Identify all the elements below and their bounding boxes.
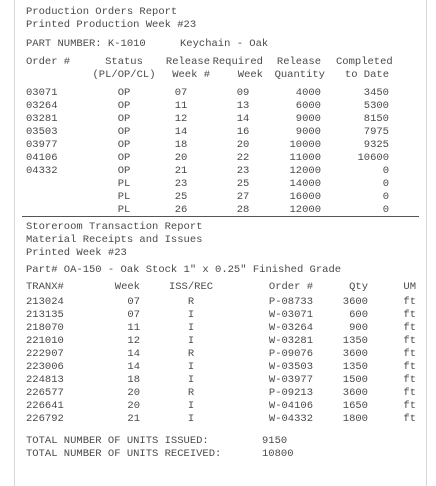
order-number-cell: W-03264: [268, 322, 313, 334]
issue-receipt-cell: I: [187, 400, 195, 412]
order-number-cell: P-08733: [268, 296, 313, 308]
total-received-label: TOTAL NUMBER OF UNITS RECEIVED:: [26, 448, 222, 460]
required-week-cell: 16: [236, 126, 250, 138]
header-status: Status: [105, 56, 143, 68]
storeroom-report-title: Storeroom Transaction Report: [26, 221, 203, 233]
header-week: Week: [114, 281, 140, 293]
unit-of-measure-cell: ft: [403, 387, 416, 399]
unit-of-measure-cell: ft: [403, 348, 416, 360]
status-cell: OP: [117, 139, 131, 151]
status-cell: OP: [117, 100, 131, 112]
quantity-cell: 900: [349, 322, 368, 334]
status-cell: OP: [117, 126, 131, 138]
issue-receipt-cell: I: [187, 374, 195, 386]
transaction-number-cell: 226577: [26, 387, 64, 399]
transaction-number-cell: 222907: [26, 348, 64, 360]
total-issued-label: TOTAL NUMBER OF UNITS ISSUED:: [26, 435, 209, 447]
issue-receipt-cell: I: [187, 361, 195, 373]
release-week-cell: 26: [174, 204, 188, 216]
release-quantity-cell: 12000: [289, 165, 321, 177]
order-number-cell: W-03071: [268, 309, 313, 321]
quantity-cell: 1650: [342, 400, 368, 412]
header-release-qty: Release: [276, 56, 321, 68]
issue-receipt-cell: R: [187, 296, 195, 308]
section-divider: [22, 216, 419, 217]
release-quantity-cell: 16000: [289, 191, 321, 203]
required-week-cell: 22: [236, 152, 250, 164]
storeroom-transaction-row: [0, 296, 436, 309]
unit-of-measure-cell: ft: [403, 335, 416, 347]
release-week-cell: 23: [174, 178, 188, 190]
week-cell: 20: [127, 387, 140, 399]
week-cell: 07: [127, 309, 140, 321]
completed-to-date-cell: 0: [382, 165, 389, 177]
required-week-cell: 13: [236, 100, 250, 112]
release-week-cell: 07: [174, 87, 188, 99]
release-week-cell: 12: [174, 113, 188, 125]
production-report-title: Production Orders Report: [26, 6, 178, 18]
completed-to-date-cell: 7975: [363, 126, 389, 138]
status-cell: OP: [117, 87, 131, 99]
storeroom-report-subtitle: Material Receipts and Issues: [26, 234, 203, 246]
transaction-number-cell: 224813: [26, 374, 64, 386]
header-release-week: Release: [165, 56, 210, 68]
week-cell: 14: [127, 348, 140, 360]
unit-of-measure-cell: ft: [403, 361, 416, 373]
week-cell: 14: [127, 361, 140, 373]
order-number-cell: 03281: [26, 113, 58, 125]
storeroom-transaction-row: [0, 400, 436, 413]
required-week-cell: 28: [236, 204, 250, 216]
release-week-cell: 11: [174, 100, 188, 112]
week-cell: 21: [127, 413, 140, 425]
total-received-value: 10800: [262, 448, 294, 460]
storeroom-transaction-row: [0, 374, 436, 387]
header-release-qty-sub: Quantity: [274, 69, 325, 81]
completed-to-date-cell: 0: [382, 204, 389, 216]
quantity-cell: 3600: [342, 348, 368, 360]
completed-to-date-cell: 0: [382, 191, 389, 203]
issue-receipt-cell: I: [187, 309, 195, 321]
order-number-cell: 03503: [26, 126, 58, 138]
completed-to-date-cell: 5300: [363, 100, 389, 112]
release-quantity-cell: 12000: [289, 204, 321, 216]
transaction-number-cell: 226641: [26, 400, 64, 412]
quantity-cell: 3600: [342, 296, 368, 308]
production-order-row: [0, 126, 436, 139]
status-cell: OP: [117, 113, 131, 125]
release-quantity-cell: 11000: [289, 152, 321, 164]
completed-to-date-cell: 9325: [363, 139, 389, 151]
header-order-number: Order #: [268, 281, 313, 293]
order-number-cell: P-09076: [268, 348, 313, 360]
completed-to-date-cell: 10600: [357, 152, 389, 164]
unit-of-measure-cell: ft: [403, 400, 416, 412]
header-required-week: Required: [212, 56, 263, 68]
required-week-cell: 27: [236, 191, 250, 203]
transaction-number-cell: 218070: [26, 322, 64, 334]
header-iss-rec: ISS/REC: [168, 281, 214, 293]
week-cell: 07: [127, 296, 140, 308]
status-cell: OP: [117, 152, 131, 164]
release-quantity-cell: 9000: [295, 113, 321, 125]
quantity-cell: 1350: [342, 361, 368, 373]
quantity-cell: 1350: [342, 335, 368, 347]
release-quantity-cell: 14000: [289, 178, 321, 190]
order-number-cell: 03977: [26, 139, 58, 151]
production-order-row: [0, 152, 436, 165]
transaction-number-cell: 223006: [26, 361, 64, 373]
part-description: Keychain - Oak: [180, 38, 269, 50]
total-issued-value: 9150: [262, 435, 288, 447]
status-cell: PL: [117, 178, 131, 190]
issue-receipt-cell: I: [187, 322, 195, 334]
order-number-cell: 04106: [26, 152, 58, 164]
release-quantity-cell: 4000: [295, 87, 321, 99]
week-cell: 12: [127, 335, 140, 347]
completed-to-date-cell: 3450: [363, 87, 389, 99]
storeroom-transaction-row: [0, 387, 436, 400]
storeroom-printed-week: Printed Week #23: [26, 247, 127, 259]
release-week-cell: 18: [174, 139, 188, 151]
release-quantity-cell: 9000: [295, 126, 321, 138]
storeroom-transaction-row: [0, 335, 436, 348]
production-report-subtitle: Printed Production Week #23: [26, 19, 197, 31]
transaction-number-cell: 213024: [26, 296, 64, 308]
required-week-cell: 23: [236, 165, 250, 177]
transaction-number-cell: 213135: [26, 309, 64, 321]
production-order-row: [0, 113, 436, 126]
order-number-cell: W-03503: [268, 361, 313, 373]
storeroom-transaction-row: [0, 309, 436, 322]
production-order-row: [0, 178, 436, 191]
release-week-cell: 25: [174, 191, 188, 203]
required-week-cell: 14: [236, 113, 250, 125]
quantity-cell: 3600: [342, 387, 368, 399]
header-qty: Qty: [349, 281, 368, 293]
week-cell: 11: [127, 322, 140, 334]
quantity-cell: 1500: [342, 374, 368, 386]
storeroom-transaction-row: [0, 413, 436, 426]
unit-of-measure-cell: ft: [403, 322, 416, 334]
completed-to-date-cell: 0: [382, 178, 389, 190]
production-order-row: [0, 191, 436, 204]
header-completed: Completed: [336, 56, 393, 68]
release-week-cell: 21: [174, 165, 188, 177]
order-number-cell: W-03977: [268, 374, 313, 386]
release-quantity-cell: 6000: [295, 100, 321, 112]
storeroom-transaction-row: [0, 361, 436, 374]
issue-receipt-cell: I: [187, 413, 195, 425]
order-number-cell: 03264: [26, 100, 58, 112]
quantity-cell: 1800: [342, 413, 368, 425]
storeroom-part-line: Part# OA-150 - Oak Stock 1" x 0.25" Finished Grade: [26, 264, 342, 276]
status-cell: PL: [117, 204, 131, 216]
release-quantity-cell: 10000: [289, 139, 321, 151]
header-status-sub: (PL/OP/CL): [92, 69, 156, 81]
week-cell: 18: [127, 374, 140, 386]
transaction-number-cell: 221010: [26, 335, 64, 347]
production-order-row: [0, 100, 436, 113]
completed-to-date-cell: 8150: [363, 113, 389, 125]
status-cell: PL: [117, 191, 131, 203]
unit-of-measure-cell: ft: [403, 296, 416, 308]
order-number-cell: P-09213: [268, 387, 313, 399]
order-number-cell: W-03281: [268, 335, 313, 347]
header-um: UM: [403, 281, 416, 293]
issue-receipt-cell: R: [187, 387, 195, 399]
week-cell: 20: [127, 400, 140, 412]
unit-of-measure-cell: ft: [403, 413, 416, 425]
part-number-label: PART NUMBER: K-1010: [26, 38, 146, 50]
transaction-number-cell: 226792: [26, 413, 64, 425]
status-cell: OP: [117, 165, 131, 177]
order-number-cell: 03071: [26, 87, 58, 99]
release-week-cell: 20: [174, 152, 188, 164]
production-order-row: [0, 139, 436, 152]
header-completed-sub: to Date: [344, 69, 389, 81]
header-required-week-sub: Week: [237, 69, 263, 81]
unit-of-measure-cell: ft: [403, 309, 416, 321]
issue-receipt-cell: R: [187, 348, 195, 360]
order-number-cell: W-04106: [268, 400, 313, 412]
order-number-cell: W-04332: [268, 413, 313, 425]
required-week-cell: 25: [236, 178, 250, 190]
required-week-cell: 09: [236, 87, 250, 99]
issue-receipt-cell: I: [187, 335, 195, 347]
header-release-week-sub: Week #: [172, 69, 210, 81]
required-week-cell: 20: [236, 139, 250, 151]
order-number-cell: 04332: [26, 165, 58, 177]
storeroom-transaction-row: [0, 348, 436, 361]
header-tranx: TRANX#: [26, 281, 64, 293]
release-week-cell: 14: [174, 126, 188, 138]
production-order-row: [0, 87, 436, 100]
storeroom-transaction-row: [0, 322, 436, 335]
production-order-row: [0, 165, 436, 178]
quantity-cell: 600: [349, 309, 368, 321]
header-order: Order #: [26, 56, 71, 68]
unit-of-measure-cell: ft: [403, 374, 416, 386]
